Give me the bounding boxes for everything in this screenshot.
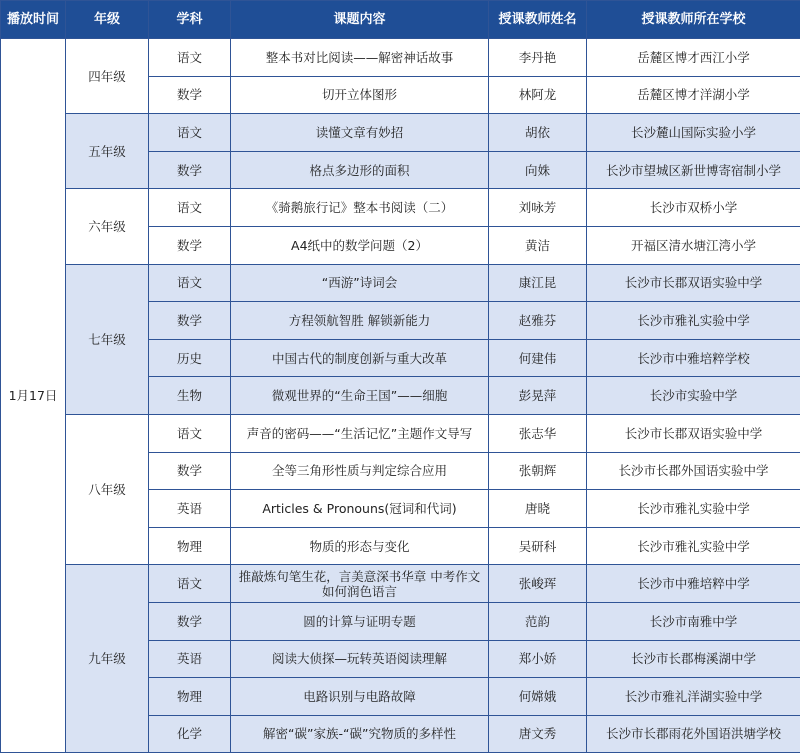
topic-cell: 微观世界的“生命王国”——细胞: [231, 377, 489, 415]
table-row: [1, 114, 800, 152]
table-row: [1, 39, 800, 77]
subject-cell: 语文: [149, 39, 231, 77]
topic-cell: Articles & Pronouns(冠词和代词): [231, 490, 489, 528]
teacher-cell: 康江昆: [489, 264, 587, 302]
subject-cell: 英语: [149, 640, 231, 678]
topic-cell: 方程领航智胜 解锁新能力: [231, 302, 489, 340]
subject-cell: 化学: [149, 715, 231, 753]
school-cell: 长沙市南雅中学: [587, 602, 800, 640]
header-topic: 课题内容: [231, 1, 489, 39]
teacher-cell: 郑小娇: [489, 640, 587, 678]
school-cell: 长沙市实验中学: [587, 377, 800, 415]
school-cell: 长沙市雅礼实验中学: [587, 302, 800, 340]
school-cell: 长沙市双桥小学: [587, 189, 800, 227]
subject-cell: 历史: [149, 339, 231, 377]
school-cell: 岳麓区博才洋湖小学: [587, 76, 800, 114]
header-row: [1, 1, 800, 39]
teacher-cell: 吴研科: [489, 527, 587, 565]
subject-cell: 语文: [149, 414, 231, 452]
teacher-cell: 张峻珲: [489, 565, 587, 603]
topic-cell: 推敲炼句笔生花，言美意深书华章 中考作文如何润色语言: [231, 565, 489, 603]
subject-cell: 语文: [149, 565, 231, 603]
teacher-cell: 唐文秀: [489, 715, 587, 753]
teacher-cell: 黄洁: [489, 226, 587, 264]
table-row: [1, 414, 800, 452]
teacher-cell: 刘咏芳: [489, 189, 587, 227]
subject-cell: 物理: [149, 527, 231, 565]
teacher-cell: 胡依: [489, 114, 587, 152]
teacher-cell: 范韵: [489, 602, 587, 640]
teacher-cell: 张朝辉: [489, 452, 587, 490]
grade-cell: 八年级: [66, 414, 149, 564]
school-cell: 长沙市雅礼实验中学: [587, 527, 800, 565]
topic-cell: “西游”诗词会: [231, 264, 489, 302]
school-cell: 长沙市长郡双语实验中学: [587, 414, 800, 452]
subject-cell: 语文: [149, 264, 231, 302]
subject-cell: 生物: [149, 377, 231, 415]
teacher-cell: 唐晓: [489, 490, 587, 528]
subject-cell: 数学: [149, 226, 231, 264]
grade-cell: 九年级: [66, 565, 149, 753]
school-cell: 长沙市雅礼实验中学: [587, 490, 800, 528]
header-teacher-name: 授课教师姓名: [489, 1, 587, 39]
topic-cell: 整本书对比阅读——解密神话故事: [231, 39, 489, 77]
teacher-cell: 林阿龙: [489, 76, 587, 114]
topic-cell: A4纸中的数学问题（2）: [231, 226, 489, 264]
header-teacher-school: 授课教师所在学校: [587, 1, 800, 39]
grade-cell: 七年级: [66, 264, 149, 414]
subject-cell: 物理: [149, 678, 231, 716]
topic-cell: 圆的计算与证明专题: [231, 602, 489, 640]
school-cell: 岳麓区博才西江小学: [587, 39, 800, 77]
header-subject: 学科: [149, 1, 231, 39]
subject-cell: 数学: [149, 76, 231, 114]
school-cell: 长沙市中雅培粹学校: [587, 339, 800, 377]
school-cell: 长沙市长郡外国语实验中学: [587, 452, 800, 490]
grade-cell: 六年级: [66, 189, 149, 264]
topic-cell: 《骑鹅旅行记》整本书阅读（二）: [231, 189, 489, 227]
teacher-cell: 何嫦娥: [489, 678, 587, 716]
teacher-cell: 向姝: [489, 151, 587, 189]
school-cell: 长沙市中雅培粹中学: [587, 565, 800, 603]
header-grade: 年级: [66, 1, 149, 39]
subject-cell: 数学: [149, 452, 231, 490]
teacher-cell: 赵雅芬: [489, 302, 587, 340]
subject-cell: 语文: [149, 189, 231, 227]
topic-cell: 全等三角形性质与判定综合应用: [231, 452, 489, 490]
subject-cell: 数学: [149, 602, 231, 640]
school-cell: 长沙麓山国际实验小学: [587, 114, 800, 152]
topic-cell: 切开立体图形: [231, 76, 489, 114]
grade-cell: 四年级: [66, 39, 149, 114]
topic-cell: 格点多边形的面积: [231, 151, 489, 189]
teacher-cell: 彭晃萍: [489, 377, 587, 415]
subject-cell: 数学: [149, 151, 231, 189]
topic-cell: 声音的密码——“生活记忆”主题作文导写: [231, 414, 489, 452]
teacher-cell: 张志华: [489, 414, 587, 452]
broadcast-date: 1月17日: [1, 39, 66, 753]
school-cell: 开福区清水塘江湾小学: [587, 226, 800, 264]
topic-cell: 物质的形态与变化: [231, 527, 489, 565]
school-cell: 长沙市长郡雨花外国语洪塘学校: [587, 715, 800, 753]
school-cell: 长沙市雅礼洋湖实验中学: [587, 678, 800, 716]
topic-cell: 解密“碳”家族-“碳”究物质的多样性: [231, 715, 489, 753]
grade-cell: 五年级: [66, 114, 149, 189]
school-cell: 长沙市长郡双语实验中学: [587, 264, 800, 302]
subject-cell: 英语: [149, 490, 231, 528]
school-cell: 长沙市长郡梅溪湖中学: [587, 640, 800, 678]
topic-cell: 阅读大侦探—玩转英语阅读理解: [231, 640, 489, 678]
subject-cell: 语文: [149, 114, 231, 152]
topic-cell: 中国古代的制度创新与重大改革: [231, 339, 489, 377]
table-row: [1, 565, 800, 603]
header-broadcast-time: 播放时间: [1, 1, 66, 39]
topic-cell: 电路识别与电路故障: [231, 678, 489, 716]
table-row: [1, 189, 800, 227]
teacher-cell: 何建伟: [489, 339, 587, 377]
table-row: [1, 264, 800, 302]
teacher-cell: 李丹艳: [489, 39, 587, 77]
topic-cell: 读懂文章有妙招: [231, 114, 489, 152]
school-cell: 长沙市望城区新世博寄宿制小学: [587, 151, 800, 189]
subject-cell: 数学: [149, 302, 231, 340]
